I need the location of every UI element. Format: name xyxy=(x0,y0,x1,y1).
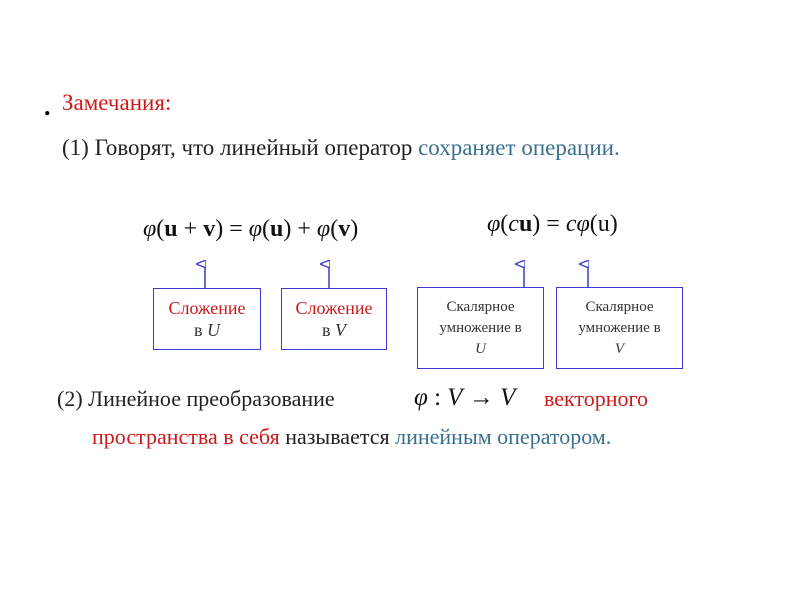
space-variable: V xyxy=(500,384,516,411)
vector-u: u xyxy=(270,216,284,242)
box-title: Сложение xyxy=(168,298,246,318)
paren: ) xyxy=(350,216,359,242)
phi-symbol: φ xyxy=(576,211,590,237)
remark-1-text: (1) Говорят, что линейный оператор xyxy=(62,135,419,160)
remark-2-line-2 xyxy=(92,424,611,450)
vector-v: v xyxy=(203,216,216,242)
remark-2-highlight-3: линейным оператором. xyxy=(395,424,612,449)
paren: ( xyxy=(589,211,598,237)
arrow-right-icon: → xyxy=(462,384,501,411)
paren: ( xyxy=(500,211,509,237)
scalar-c: c xyxy=(508,211,519,237)
box-title: Сложение xyxy=(295,298,373,318)
box-title: Скалярное xyxy=(446,298,515,315)
box-subtitle: умножение в xyxy=(578,319,661,336)
remarks-title: Замечания: xyxy=(62,90,172,115)
vector-u: u xyxy=(518,211,533,237)
paren: ( xyxy=(262,216,271,242)
paren: ) xyxy=(283,216,292,242)
remark-2-highlight-2: пространства в себя xyxy=(92,424,280,449)
remark-2-text: (2) Линейное преобразование xyxy=(57,386,335,411)
vector-u: u xyxy=(164,216,178,242)
box-prefix: в xyxy=(194,320,207,340)
space-variable xyxy=(557,339,682,360)
formula-mapping xyxy=(414,384,515,412)
space-variable: V xyxy=(335,320,346,340)
plus-sign: + xyxy=(291,216,317,242)
phi-symbol: φ xyxy=(316,216,331,242)
box-addition-u xyxy=(153,288,261,350)
box-prefix: в xyxy=(322,320,335,340)
box-subtitle xyxy=(154,319,260,341)
space-variable-text: V xyxy=(614,340,625,357)
paren: ) xyxy=(532,211,541,237)
phi-symbol: φ xyxy=(248,216,263,242)
remark-1-highlight: сохраняет операции. xyxy=(418,135,620,160)
space-variable: U xyxy=(207,320,220,340)
paren: ( xyxy=(330,216,339,242)
phi-symbol: φ xyxy=(143,216,157,242)
vector-v: v xyxy=(338,216,351,242)
plus-sign: + xyxy=(177,216,204,242)
paren: ) xyxy=(215,216,224,242)
remark-2-highlight-1: векторного xyxy=(544,386,648,411)
phi-symbol: φ xyxy=(487,211,501,237)
scalar-c: c xyxy=(565,211,577,237)
box-scalar-mult-u xyxy=(417,287,544,369)
bullet: . xyxy=(44,92,51,121)
box-scalar-mult-v xyxy=(556,287,683,369)
box-title: Скалярное xyxy=(585,298,654,315)
space-variable xyxy=(418,339,543,360)
colon: : xyxy=(427,384,448,411)
equals-sign: = xyxy=(540,211,566,237)
box-addition-v xyxy=(281,288,387,350)
phi-symbol: φ xyxy=(414,384,428,411)
space-variable-text: U xyxy=(475,340,486,357)
paren: ( xyxy=(156,216,165,242)
box-subtitle: умножение в xyxy=(439,319,522,336)
vector-u: u xyxy=(597,211,610,237)
paren: ) xyxy=(609,211,618,237)
box-subtitle xyxy=(282,319,386,341)
space-variable: V xyxy=(447,384,463,411)
equals-sign: = xyxy=(223,216,249,242)
remark-2-middle: называется xyxy=(279,424,396,449)
